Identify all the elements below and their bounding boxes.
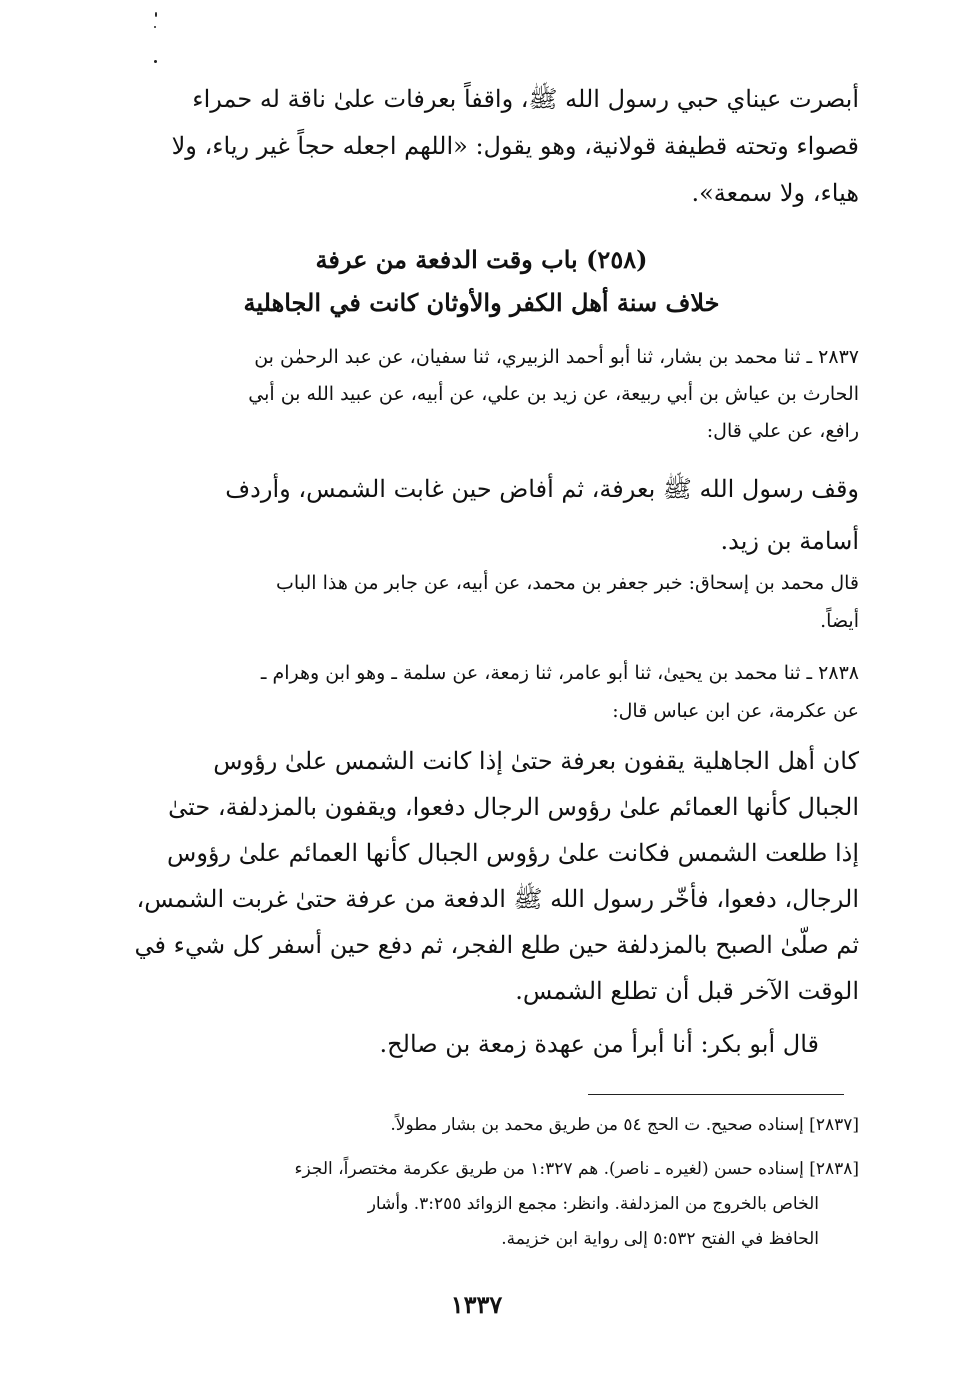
hadith-2838-matn	[104, 738, 859, 1014]
text-line: كان أهل الجاهلية يقفون بعرفة حتىٰ إذا كانت الشمس علىٰ رؤوس	[213, 747, 859, 775]
text-line: قصواء وتحته قطيفة قولانية، وهو يقول: «اللهم اجعله حجاً غير رياء، ولا	[171, 132, 859, 160]
text-line: الحارث بن عياش بن أبي ربيعة، عن زيد بن علي، عن أبيه، عن عبيد الله بن أبي	[248, 383, 859, 405]
scan-specks	[150, 8, 162, 68]
text-line: الرجال، دفعوا، فأخّر رسول الله ﷺ الدفعة من عرفة حتىٰ غربت الشمس،	[136, 885, 859, 913]
text-line: رافع، عن علي قال:	[706, 420, 859, 442]
text-line: ٢٨٣٨ ـ ثنا محمد بن يحيىٰ، ثنا أبو عامر، ثنا زمعة، عن سلمة ـ وهو ابن وهرام ـ	[260, 662, 859, 684]
footnote-2837	[104, 1108, 859, 1142]
chapter-subtitle: خلاف سنة أهل الكفر والأوثان كانت في الجاهلية	[243, 288, 720, 317]
chapter-title: (٢٥٨) باب وقت الدفعة من عرفة	[315, 245, 648, 274]
footnote-divider	[588, 1094, 844, 1095]
footnote-2838	[104, 1152, 859, 1257]
text-line: [٢٨٣٧] إسناده صحيح. ت الحج ٥٤ من طريق محمد بن بشار مطولاً.	[390, 1115, 859, 1135]
text-line: أبصرت عيناي حبي رسول الله ﷺ، واقفاً بعرفات علىٰ ناقة له حمراء	[192, 85, 859, 113]
speck	[155, 12, 157, 17]
text-line: قال محمد بن إسحاق: خبر جعفر بن محمد، عن أبيه، عن جابر من هذا الباب	[276, 572, 859, 594]
text-line: الجبال كأنها العمائم علىٰ رؤوس الرجال دفعوا، ويقفون بالمزدلفة، حتىٰ	[168, 793, 859, 821]
text-line: قال أبو بكر: أنا أبرأ من عهدة زمعة بن صالح.	[379, 1030, 819, 1058]
text-line: عن عكرمة، عن ابن عباس قال:	[612, 700, 859, 722]
text-line: ثم صلّىٰ الصبح بالمزدلفة حين طلع الفجر، ثم دفع حين أسفر كل شيء في	[134, 931, 859, 959]
text-line: إذا طلعت الشمس فكانت علىٰ رؤوس الجبال كأنها العمائم علىٰ رؤوس	[167, 839, 859, 867]
text-line: أسامة بن زيد.	[720, 527, 859, 555]
text-line: [٢٨٣٨] إسناده حسن (لغيره ـ ناصر). هم ١:٣٢٧ من طريق عكرمة مختصراً، الجزء	[294, 1159, 859, 1179]
hadith-2837-isnad	[104, 339, 859, 450]
abu-bakr-statement	[104, 1024, 819, 1064]
text-line: الخاص بالخروج من المزدلفة. وانظر: مجمع الزوائد ٣:٢٥٥. وأشار	[367, 1194, 819, 1214]
speck	[154, 60, 157, 63]
text-line: ٢٨٣٧ ـ ثنا محمد بن بشار، ثنا أبو أحمد الزبيري، ثنا سفيان، عن عبد الرحمٰن بن	[254, 346, 859, 368]
text-line: أيضاً.	[820, 610, 859, 632]
text-line: الوقت الآخر قبل أن تطلع الشمس.	[515, 977, 859, 1005]
ibn-ishaq-note	[104, 564, 859, 640]
text-line: الحافظ في الفتح ٥:٥٣٢ إلى رواية ابن خزيمة.	[501, 1229, 819, 1249]
hadith-2837-matn	[104, 463, 859, 567]
hadith-2838-isnad	[104, 654, 859, 730]
opening-paragraph	[104, 76, 859, 217]
text-line: هياء، ولا سمعة».	[691, 179, 859, 207]
speck	[154, 26, 156, 28]
text-line: وقف رسول الله ﷺ بعرفة، ثم أفاض حين غابت الشمس، وأردف	[225, 475, 859, 503]
page-number: ١٣٣٧	[450, 1290, 503, 1319]
